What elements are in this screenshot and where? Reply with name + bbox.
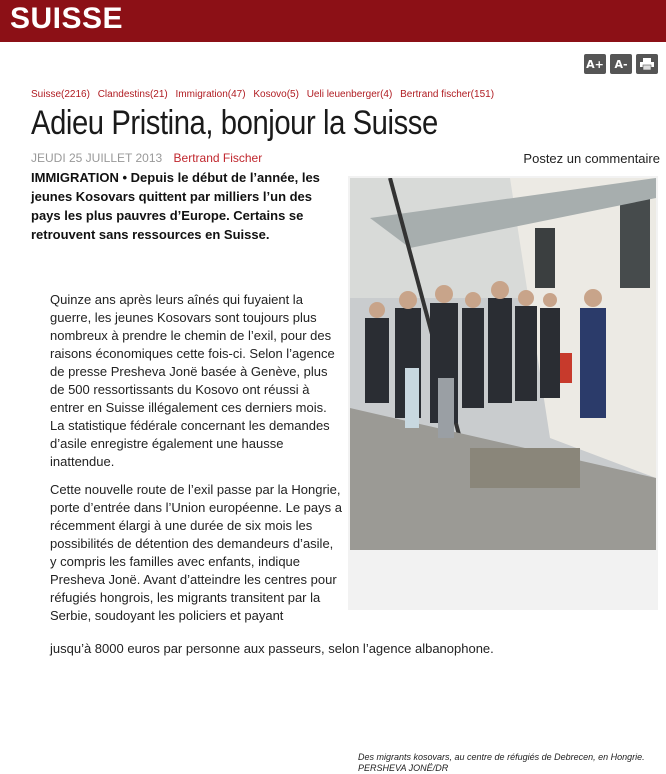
font-decrease-label: A- — [614, 57, 628, 71]
tag-link[interactable]: Ueli leuenberger(4) — [306, 89, 393, 100]
article-meta — [31, 151, 262, 165]
photo-figure — [348, 176, 658, 773]
tag-list — [31, 89, 499, 100]
photo-caption-block — [358, 752, 658, 774]
article-paragraph: Cette nouvelle route de l’exil passe par la Hongrie, porte d’entrée dans l’Union européenne. Le pays a récemment élargi à une durée de six mois les possibilités de détention des demandeurs d’asile, y compris les familles avec enfants, indique Presheva Jonë. Avant d’atteindre les centres pour réfugiés hongrois, les migrants transitent par la Serbie, soudoyant les policiers et payant — [50, 482, 342, 623]
article-tools — [584, 54, 658, 74]
migrants-photo-illustration — [350, 178, 656, 550]
section-header — [0, 0, 666, 42]
article-lead: IMMIGRATION • Depuis le début de l’année, les jeunes Kosovars quittent par milliers l’un des pays les plus pauvres d’Europe. Certains se retrouvent sans ressources en Suisse. — [31, 170, 320, 242]
tag-link[interactable]: Suisse(2216) — [31, 89, 90, 100]
tag-link[interactable]: Bertrand fischer(151) — [400, 89, 495, 100]
post-comment-link[interactable]: Postez un commentaire — [523, 151, 660, 166]
tag-link[interactable]: Immigration(47) — [175, 89, 246, 100]
printer-icon — [640, 58, 654, 70]
article-photo — [350, 178, 656, 550]
photo-caption: Des migrants kosovars, au centre de réfugiés de Debrecen, en Hongrie. — [358, 752, 645, 762]
tag-link[interactable]: Clandestins(21) — [97, 89, 168, 100]
author-link[interactable]: Bertrand Fischer — [173, 151, 263, 165]
section-title: SUISSE — [10, 2, 124, 35]
font-increase-label: A+ — [586, 57, 604, 71]
article-paragraph-tail: jusqu’à 8000 euros par personne aux passeurs, selon l’agence albanophone. — [50, 641, 494, 656]
article-body — [50, 291, 342, 635]
tag-link[interactable]: Kosovo(5) — [253, 89, 299, 100]
font-increase-button[interactable] — [584, 54, 606, 74]
article-date: JEUDI 25 JUILLET 2013 — [31, 151, 163, 165]
photo-credit: PERSHEVA JONË/DR — [358, 763, 449, 773]
print-button[interactable] — [636, 54, 658, 74]
article-paragraph: Quinze ans après leurs aînés qui fuyaient la guerre, les jeunes Kosovars sont toujours plus nombreux à prendre le chemin de l’exil, pour des raisons économiques cette fois-ci. Selon l’agence de presse Presheva Jonë basée à Genève, plus de 500 ressortissants du Kosovo ont réussi à entrer en Suisse illégalement ces derniers mois. La statistique fédérale concernant les demandes d’asile enregistre également une hausse inattendue. — [50, 292, 335, 469]
article-title: Adieu Pristina, bonjour la Suisse — [31, 104, 438, 142]
font-decrease-button[interactable] — [610, 54, 632, 74]
